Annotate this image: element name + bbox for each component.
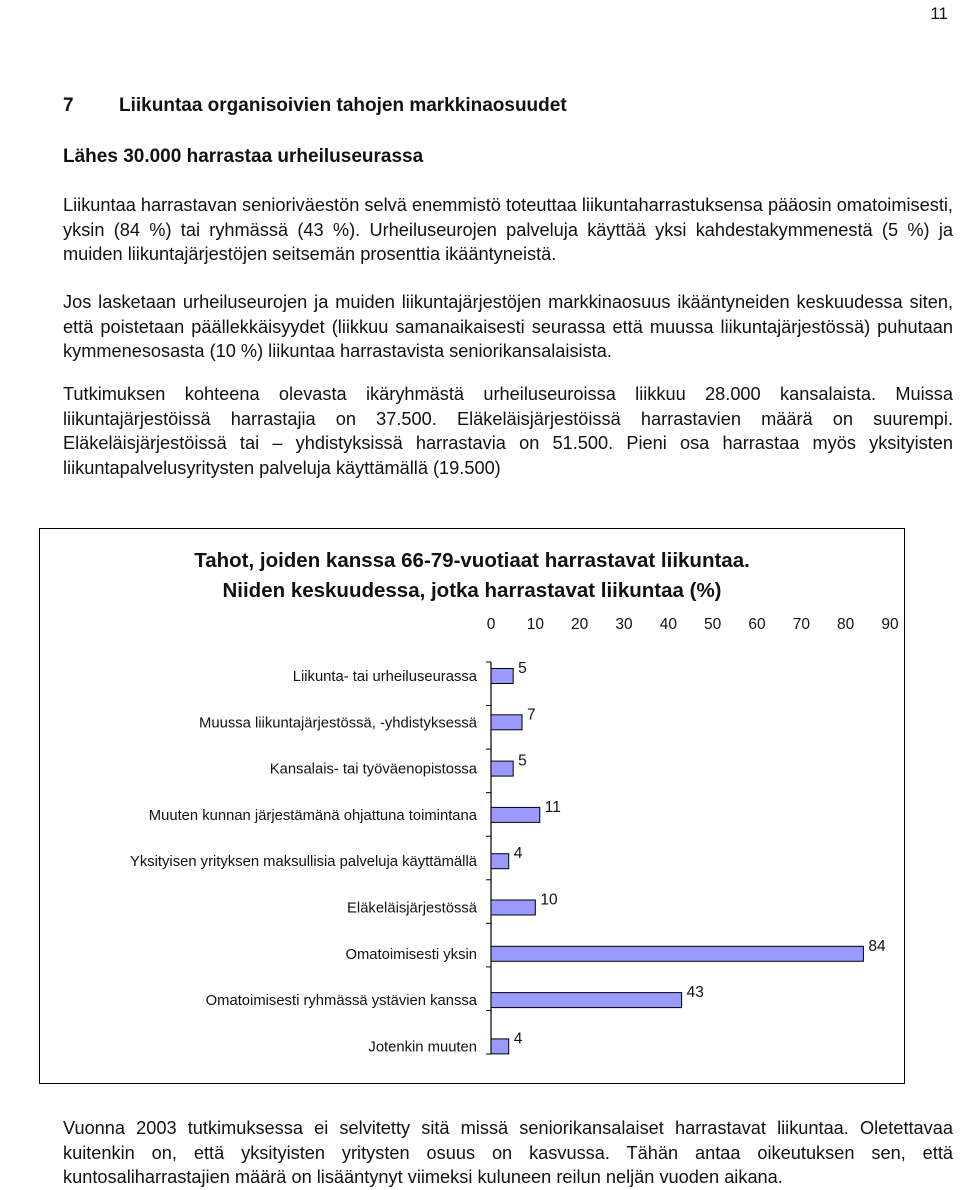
data-label: 4: [513, 1030, 523, 1048]
chart-box: [39, 528, 905, 1084]
data-label: 11: [544, 798, 561, 816]
subheading: Lähes 30.000 harrastaa urheiluseurassa: [63, 146, 424, 167]
bar: [491, 1039, 509, 1054]
bar: [491, 761, 513, 776]
x-tick-label: 60: [748, 616, 766, 633]
category-label: Omatoimisesti ryhmässä ystävien kanssa: [205, 993, 477, 1010]
paragraph: Vuonna 2003 tutkimuksessa ei selvitetty sitä missä seniorikansalaiset harrastavat liikuntaa. Oletettavaa kuitenkin on, että yksityisten yritysten osuus on kasvussa. Tähän antaa oikeutuksen sen, että kuntosaliharrastajien määrä on lisääntynyt viimeksi kuluneen reilun neljän vuoden aikana.: [63, 1118, 953, 1187]
data-label: 4: [513, 845, 523, 863]
x-tick-label: 20: [571, 616, 589, 633]
category-label: Eläkeläisjärjestössä: [347, 900, 477, 917]
category-label: Jotenkin muuten: [368, 1039, 477, 1056]
data-label: 84: [868, 937, 886, 955]
section-number: 7: [63, 95, 74, 116]
category-label: Kansalais- tai työväenopistossa: [269, 761, 477, 778]
category-label: Omatoimisesti yksin: [345, 946, 477, 963]
page-number: 11: [930, 4, 948, 23]
bar: [491, 715, 522, 730]
chart-title: Tahot, joiden kanssa 66-79-vuotiaat harrastavat liikuntaa.: [194, 549, 750, 572]
category-label: Muuten kunnan järjestämänä ohjattuna toimintana: [148, 807, 477, 824]
x-tick-label: 70: [792, 616, 810, 633]
category-label: Liikunta- tai urheiluseurassa: [292, 669, 477, 685]
data-label: 10: [540, 891, 558, 909]
bar: [491, 854, 509, 869]
data-label: 43: [686, 984, 704, 1002]
paragraph: Tutkimuksen kohteena olevasta ikäryhmästä urheiluseuroissa liikkuu 28.000 kansalaista. Muissa liikuntajärjestöissä harrastajia on 37.500. Eläkeläisjärjestöissä harrastavien määrä on suurempi. Eläkeläisjärjestöissä tai – yhdistyksissä harrastavia on 51.500. Pieni osa harrastaa myös yksityisten liikuntapalvelusyritysten palveluja käyttämällä (19.500): [63, 384, 953, 478]
chart-subtitle: Niiden keskuudessa, jotka harrastavat liikuntaa (%): [222, 579, 722, 602]
section-title: Liikuntaa organisoivien tahojen markkinaosuudet: [119, 95, 567, 116]
paragraph: Liikuntaa harrastavan senioriväestön selvä enemmistö toteuttaa liikuntaharrastuksensa pääosin omatoimisesti, yksin (84 %) tai ryhmässä (43 %). Urheiluseurojen palveluja käyttää yksi kahdestakymmenestä (5 %) ja muiden liikuntajärjestöjen seitsemän prosenttia ikääntyneistä.: [63, 195, 953, 264]
x-tick-label: 10: [526, 616, 544, 633]
data-label: 5: [518, 752, 527, 770]
data-label: 7: [527, 706, 536, 724]
section-heading: [63, 95, 567, 117]
x-tick-label: 40: [659, 616, 677, 633]
bar: [491, 669, 513, 684]
x-tick-label: 90: [881, 616, 899, 633]
data-label: 5: [518, 660, 527, 677]
bar-chart: [40, 529, 906, 1085]
bar: [491, 807, 540, 822]
bar: [491, 946, 863, 961]
bar: [491, 900, 535, 915]
x-tick-label: 50: [704, 616, 722, 633]
x-tick-label: 0: [486, 616, 496, 633]
category-label: Muussa liikuntajärjestössä, -yhdistyksessä: [199, 715, 477, 732]
category-label: Yksityisen yrityksen maksullisia palveluja käyttämällä: [129, 854, 477, 871]
paragraph: Jos lasketaan urheiluseurojen ja muiden liikuntajärjestöjen markkinaosuus ikääntyneiden keskuudessa siten, että poistetaan päällekkäisyydet (liikkuu samanaikaisesti seurassa että muussa liikuntajärjestössä) puhutaan kymmenesosasta (10 %) liikuntaa harrastavista seniorikansalaisista.: [63, 292, 953, 361]
x-tick-label: 80: [837, 616, 855, 633]
bar: [491, 993, 682, 1008]
x-tick-label: 30: [615, 616, 633, 633]
